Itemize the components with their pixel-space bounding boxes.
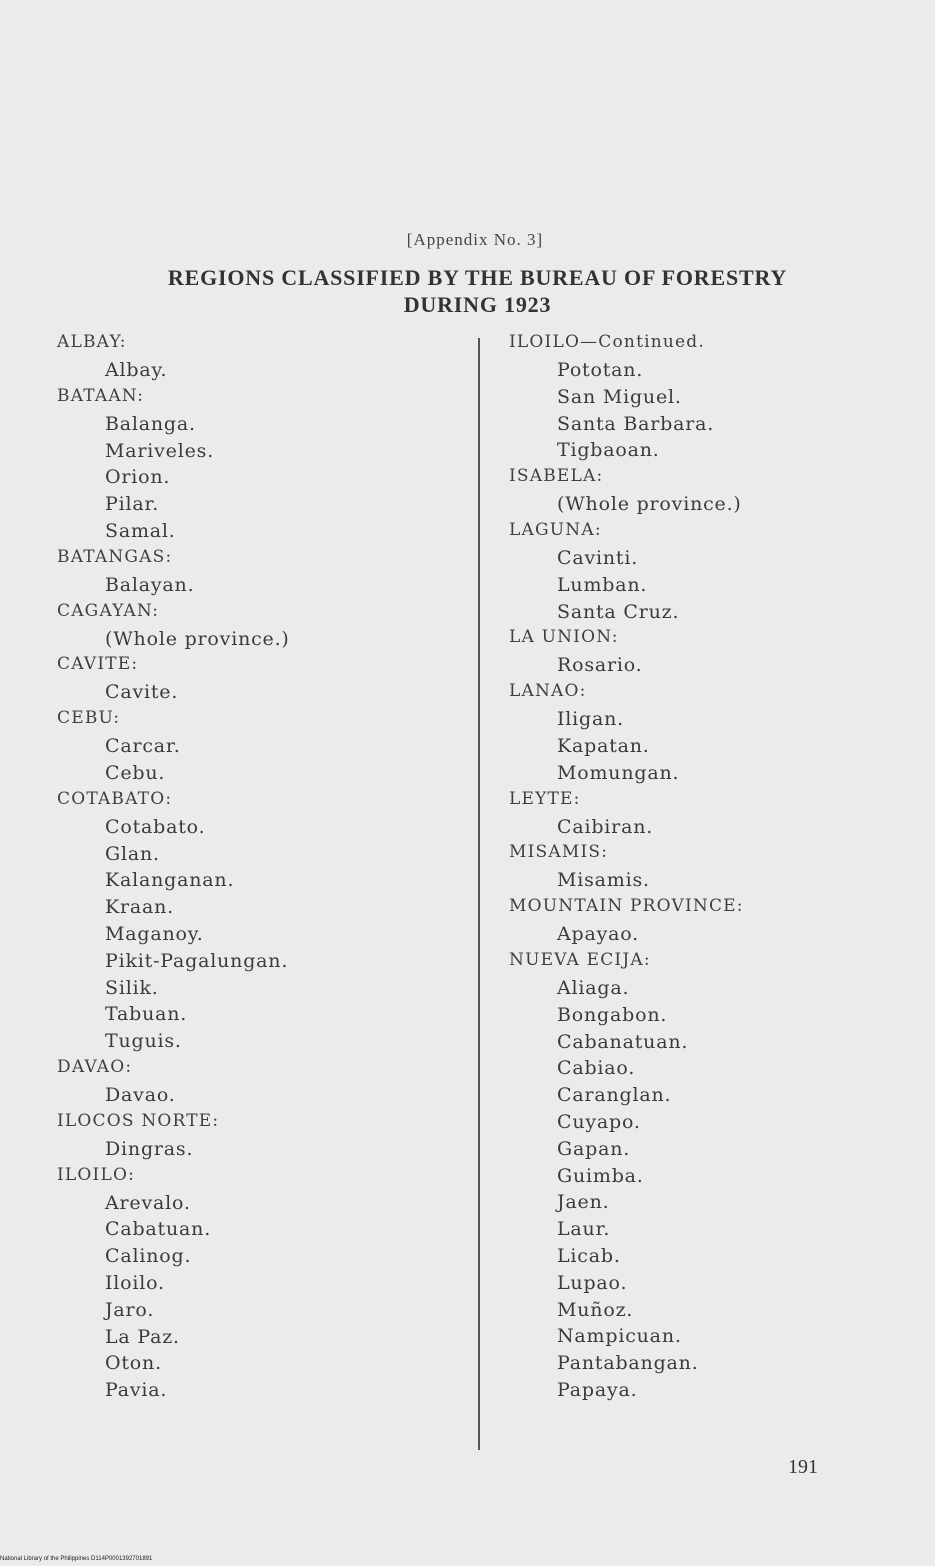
town-entry: Pikit-Pagalungan.: [105, 949, 289, 972]
town-entry: Cavite.: [105, 681, 179, 704]
town-entry: La Paz.: [105, 1325, 180, 1348]
town-entry: Kalanganan.: [105, 869, 235, 892]
town-entry: Tigbaoan.: [557, 439, 660, 462]
town-entry: Laur.: [557, 1218, 611, 1241]
right-column: [509, 330, 909, 1404]
town-entry: (Whole province.): [105, 627, 290, 650]
town-entry: Momungan.: [557, 761, 680, 784]
title-line-2: DURING 1923: [403, 292, 552, 317]
town-entry: Balanga.: [105, 412, 196, 435]
page-number: 191: [788, 1456, 818, 1478]
province-group: [57, 330, 457, 384]
province-group: [57, 706, 457, 787]
province-heading: LANAO:: [509, 681, 587, 702]
town-entry: Pantabangan.: [557, 1352, 699, 1375]
town-entry: Misamis.: [557, 869, 650, 892]
province-heading: ILOILO:: [57, 1164, 136, 1185]
province-group: [57, 652, 457, 706]
province-group: [57, 1055, 457, 1109]
province-heading: LAGUNA:: [509, 519, 602, 540]
town-entry: Kraan.: [105, 896, 175, 919]
province-heading: LA UNION:: [509, 627, 619, 648]
town-entry: Apayao.: [557, 923, 640, 946]
town-entry: Samal.: [105, 519, 176, 542]
town-entry: Orion.: [105, 466, 171, 489]
province-heading: BATANGAS:: [57, 546, 173, 567]
footer-credit: National Library of the Philippines D114P0001392701891: [0, 1556, 153, 1562]
town-entry: Mariveles.: [105, 439, 215, 462]
town-entry: Iligan.: [557, 708, 625, 731]
town-entry: Lumban.: [557, 573, 648, 596]
town-entry: Cebu.: [105, 761, 166, 784]
title-line-1: REGIONS CLASSIFIED BY THE BUREAU OF FORESTRY: [167, 265, 788, 290]
left-column: [57, 330, 457, 1404]
province-heading: LEYTE:: [509, 788, 581, 809]
appendix-label: [Appendix No. 3]: [406, 230, 544, 249]
town-entry: Cavinti.: [557, 546, 639, 569]
town-entry: Cabatuan.: [105, 1218, 212, 1241]
town-entry: Rosario.: [557, 654, 643, 677]
town-entry: Lupao.: [557, 1271, 628, 1294]
town-entry: Balayan.: [105, 573, 195, 596]
province-heading: ILOCOS NORTE:: [57, 1110, 220, 1131]
province-group: [57, 1109, 457, 1163]
town-entry: Bongabon.: [557, 1003, 668, 1026]
province-group: [57, 1163, 457, 1404]
town-entry: Licab.: [557, 1244, 621, 1267]
town-entry: Silik.: [105, 976, 159, 999]
town-entry: Nampicuan.: [557, 1325, 682, 1348]
province-heading: CEBU:: [57, 708, 121, 729]
town-entry: Aliaga.: [557, 976, 630, 999]
town-entry: Jaen.: [557, 1191, 610, 1214]
town-entry: Kapatan.: [557, 734, 650, 757]
town-entry: Santa Barbara.: [557, 412, 715, 435]
province-group: [57, 599, 457, 653]
province-group: [57, 787, 457, 1055]
town-entry: Maganoy.: [105, 922, 204, 945]
province-group: [57, 384, 457, 545]
town-entry: Caranglan.: [557, 1084, 672, 1107]
page-title: [0, 264, 935, 318]
town-entry: (Whole province.): [557, 493, 742, 516]
town-entry: Cabiao.: [557, 1057, 636, 1080]
town-entry: Oton.: [105, 1352, 162, 1375]
town-entry: Tabuan.: [105, 1003, 188, 1026]
town-entry: Guimba.: [557, 1164, 644, 1187]
province-heading: MISAMIS:: [509, 842, 609, 863]
town-entry: Dingras.: [105, 1137, 194, 1160]
town-entry: Albay.: [105, 359, 168, 381]
province-group: [509, 518, 909, 625]
town-entry: Gapan.: [557, 1137, 631, 1160]
town-entry: Pototan.: [557, 359, 644, 381]
province-heading: BATAAN:: [57, 385, 145, 406]
province-group: [509, 625, 909, 679]
town-entry: Glan.: [105, 842, 160, 865]
town-entry: Muñoz.: [557, 1298, 634, 1321]
town-entry: Cuyapo.: [557, 1110, 641, 1133]
province-group: [509, 330, 909, 464]
town-entry: Calinog.: [105, 1245, 192, 1268]
province-group: [509, 464, 909, 518]
province-group: [509, 948, 909, 1404]
province-heading: CAGAYAN:: [57, 600, 160, 621]
province-heading: CAVITE:: [57, 654, 139, 675]
column-divider: [478, 338, 480, 1450]
province-heading: MOUNTAIN PROVINCE:: [509, 896, 744, 917]
province-heading: ISABELA:: [509, 466, 604, 487]
town-entry: Pilar.: [105, 493, 160, 516]
province-group: [509, 840, 909, 894]
town-entry: Iloilo.: [105, 1271, 165, 1294]
province-group: [509, 787, 909, 841]
province-heading: ALBAY:: [57, 332, 127, 352]
town-entry: Carcar.: [105, 735, 181, 758]
town-entry: Tuguis.: [105, 1030, 182, 1053]
town-entry: San Miguel.: [557, 385, 682, 408]
province-group: [509, 894, 909, 948]
town-entry: Pavia.: [105, 1379, 168, 1402]
town-entry: Jaro.: [105, 1298, 155, 1321]
province-group: [57, 545, 457, 599]
town-entry: Caibiran.: [557, 815, 654, 838]
town-entry: Davao.: [105, 1083, 176, 1106]
province-heading: ILOILO—Continued.: [509, 332, 705, 352]
province-heading: COTABATO:: [57, 788, 173, 809]
town-entry: Cabanatuan.: [557, 1030, 689, 1053]
province-heading: DAVAO:: [57, 1056, 133, 1077]
province-heading: NUEVA ECIJA:: [509, 949, 651, 970]
province-group: [509, 679, 909, 786]
town-entry: Papaya.: [557, 1378, 638, 1401]
town-entry: Santa Cruz.: [557, 600, 680, 623]
town-entry: Arevalo.: [105, 1191, 191, 1214]
town-entry: Cotabato.: [105, 815, 206, 838]
